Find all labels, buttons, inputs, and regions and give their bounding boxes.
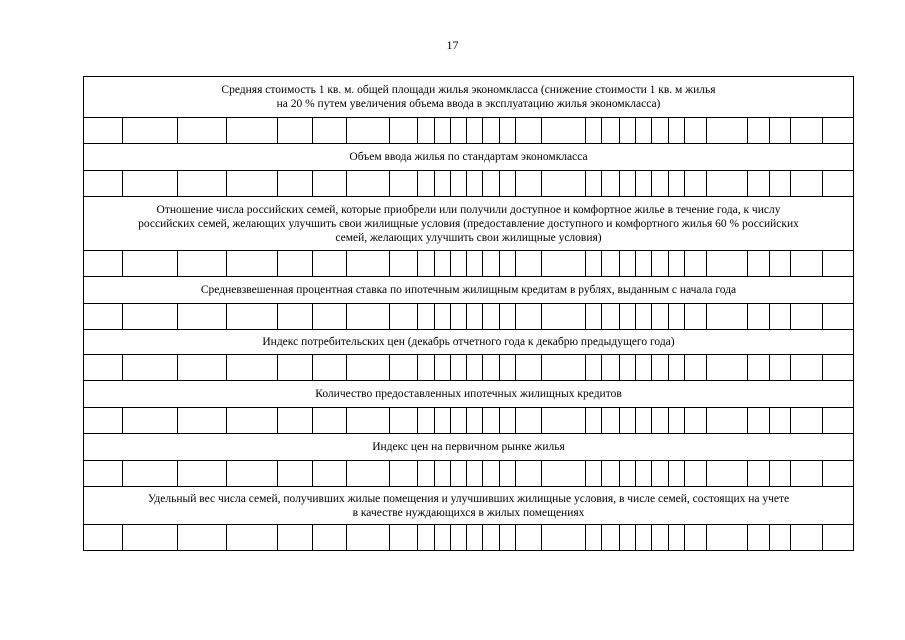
value-cell — [499, 355, 515, 381]
value-cell — [123, 171, 177, 197]
indicator-heading-line: Объем ввода жилья по стандартам экономкласса — [349, 151, 588, 163]
indicator-heading-row — [84, 277, 854, 304]
value-cell — [585, 355, 601, 381]
value-cell — [685, 355, 707, 381]
value-cell — [84, 251, 123, 277]
value-cell — [635, 304, 651, 330]
value-cell — [450, 304, 466, 330]
value-cell — [747, 304, 769, 330]
value-cell — [585, 408, 601, 434]
value-cell — [278, 171, 312, 197]
value-cell — [769, 171, 790, 197]
indicator-value-row — [84, 251, 854, 277]
indicator-heading-line: Индекс потребительских цен (декабрь отчетного года к декабрю предыдущего года) — [262, 336, 675, 348]
value-cell — [482, 118, 499, 144]
value-cell — [791, 525, 823, 551]
value-cell — [585, 304, 601, 330]
value-cell — [635, 251, 651, 277]
value-cell — [635, 408, 651, 434]
value-cell — [434, 355, 450, 381]
value-cell — [123, 525, 177, 551]
value-cell — [516, 355, 542, 381]
value-cell — [84, 525, 123, 551]
value-cell — [542, 171, 585, 197]
value-cell — [823, 304, 854, 330]
indicator-value-row — [84, 408, 854, 434]
value-cell — [601, 461, 619, 487]
value-cell — [278, 355, 312, 381]
value-cell — [542, 461, 585, 487]
value-cell — [516, 171, 542, 197]
value-cell — [652, 118, 669, 144]
value-cell — [346, 171, 389, 197]
indicator-heading — [84, 77, 854, 118]
value-cell — [418, 408, 434, 434]
value-cell — [123, 304, 177, 330]
value-cell — [84, 355, 123, 381]
value-cell — [123, 251, 177, 277]
value-cell — [669, 251, 685, 277]
value-cell — [747, 251, 769, 277]
value-cell — [177, 408, 226, 434]
value-cell — [227, 525, 278, 551]
value-cell — [227, 408, 278, 434]
value-cell — [707, 251, 747, 277]
value-cell — [635, 461, 651, 487]
value-cell — [685, 251, 707, 277]
value-cell — [542, 355, 585, 381]
value-cell — [769, 355, 790, 381]
value-cell — [769, 251, 790, 277]
value-cell — [227, 355, 278, 381]
value-cell — [177, 355, 226, 381]
value-cell — [685, 408, 707, 434]
value-cell — [278, 251, 312, 277]
value-cell — [466, 251, 482, 277]
value-cell — [418, 525, 434, 551]
value-cell — [177, 461, 226, 487]
value-cell — [346, 525, 389, 551]
indicator-heading-line: российских семей, желающих улучшить свои жилищные условия (предоставление доступного и комфортного жилья 60 % российских — [138, 217, 799, 230]
indicator-heading-row — [84, 434, 854, 461]
value-cell — [499, 525, 515, 551]
value-cell — [707, 304, 747, 330]
value-cell — [418, 118, 434, 144]
value-cell — [791, 304, 823, 330]
value-cell — [346, 251, 389, 277]
value-cell — [499, 118, 515, 144]
value-cell — [542, 304, 585, 330]
value-cell — [418, 304, 434, 330]
value-cell — [227, 304, 278, 330]
value-cell — [390, 461, 418, 487]
value-cell — [585, 461, 601, 487]
indicator-heading-row — [84, 487, 854, 525]
value-cell — [791, 251, 823, 277]
value-cell — [601, 525, 619, 551]
value-cell — [466, 355, 482, 381]
value-cell — [669, 171, 685, 197]
value-cell — [823, 171, 854, 197]
indicator-heading-line: Средневзвешенная процентная ставка по ипотечным жилищным кредитам в рублях, выданным с начала года — [200, 284, 737, 296]
indicator-table — [83, 76, 854, 551]
value-cell — [823, 408, 854, 434]
value-cell — [312, 171, 346, 197]
indicator-heading-row — [84, 330, 854, 355]
indicator-value-row — [84, 171, 854, 197]
value-cell — [601, 118, 619, 144]
value-cell — [390, 525, 418, 551]
value-cell — [652, 525, 669, 551]
value-cell — [542, 525, 585, 551]
value-cell — [177, 171, 226, 197]
value-cell — [652, 251, 669, 277]
indicator-heading-row — [84, 144, 854, 171]
indicator-heading-line: Отношение числа российских семей, которые приобрели или получили доступное и комфортное жилье в течение года, к числу — [156, 203, 781, 216]
value-cell — [823, 525, 854, 551]
indicator-heading — [84, 277, 854, 304]
indicator-heading-line: семей, желающих улучшить свои жилищные условия) — [335, 231, 602, 244]
indicator-heading-line: Средняя стоимость 1 кв. м. общей площади жилья экономкласса (снижение стоимости 1 кв. м жилья — [221, 84, 716, 96]
value-cell — [542, 408, 585, 434]
value-cell — [450, 408, 466, 434]
value-cell — [601, 171, 619, 197]
value-cell — [516, 118, 542, 144]
value-cell — [434, 171, 450, 197]
value-cell — [823, 118, 854, 144]
value-cell — [346, 408, 389, 434]
value-cell — [390, 408, 418, 434]
value-cell — [227, 171, 278, 197]
value-cell — [123, 408, 177, 434]
value-cell — [619, 304, 635, 330]
value-cell — [585, 525, 601, 551]
value-cell — [707, 118, 747, 144]
indicator-heading-line: Индекс цен на первичном рынке жилья — [372, 441, 565, 453]
value-cell — [390, 251, 418, 277]
value-cell — [542, 118, 585, 144]
value-cell — [619, 251, 635, 277]
value-cell — [482, 355, 499, 381]
indicator-heading-line: на 20 % путем увеличения объема ввода в эксплуатацию жилья экономкласса) — [276, 98, 661, 110]
value-cell — [747, 408, 769, 434]
value-cell — [516, 461, 542, 487]
value-cell — [619, 525, 635, 551]
value-cell — [685, 171, 707, 197]
value-cell — [312, 251, 346, 277]
value-cell — [312, 355, 346, 381]
value-cell — [769, 118, 790, 144]
value-cell — [312, 408, 346, 434]
value-cell — [747, 355, 769, 381]
value-cell — [619, 408, 635, 434]
value-cell — [434, 251, 450, 277]
value-cell — [516, 304, 542, 330]
value-cell — [123, 355, 177, 381]
value-cell — [177, 118, 226, 144]
indicator-heading-row — [84, 381, 854, 408]
value-cell — [747, 461, 769, 487]
value-cell — [707, 171, 747, 197]
value-cell — [707, 408, 747, 434]
value-cell — [669, 525, 685, 551]
value-cell — [769, 461, 790, 487]
value-cell — [619, 171, 635, 197]
value-cell — [466, 118, 482, 144]
value-cell — [635, 171, 651, 197]
value-cell — [84, 304, 123, 330]
value-cell — [669, 304, 685, 330]
value-cell — [707, 525, 747, 551]
value-cell — [450, 355, 466, 381]
value-cell — [791, 118, 823, 144]
indicator-heading — [84, 197, 854, 251]
value-cell — [466, 461, 482, 487]
value-cell — [123, 118, 177, 144]
value-cell — [312, 304, 346, 330]
value-cell — [434, 118, 450, 144]
value-cell — [278, 408, 312, 434]
indicator-heading-line: Удельный вес числа семей, получивших жилые помещения и улучшивших жилищные условия, в числе семей, состоящих на учете — [147, 492, 790, 505]
value-cell — [585, 118, 601, 144]
page-number: 17 — [446, 38, 459, 52]
indicator-heading-line: в качестве нуждающихся в жилых помещениях — [352, 506, 585, 519]
value-cell — [685, 525, 707, 551]
indicator-value-row — [84, 304, 854, 330]
indicator-heading — [84, 434, 854, 461]
value-cell — [278, 304, 312, 330]
value-cell — [747, 171, 769, 197]
value-cell — [278, 461, 312, 487]
value-cell — [466, 525, 482, 551]
value-cell — [390, 118, 418, 144]
value-cell — [601, 304, 619, 330]
value-cell — [84, 171, 123, 197]
indicator-value-row — [84, 525, 854, 551]
value-cell — [312, 525, 346, 551]
value-cell — [769, 408, 790, 434]
value-cell — [346, 461, 389, 487]
value-cell — [499, 251, 515, 277]
indicator-heading — [84, 381, 854, 408]
indicator-value-row — [84, 355, 854, 381]
value-cell — [542, 251, 585, 277]
value-cell — [482, 408, 499, 434]
indicator-heading — [84, 487, 854, 525]
value-cell — [823, 355, 854, 381]
value-cell — [601, 408, 619, 434]
value-cell — [450, 525, 466, 551]
value-cell — [434, 408, 450, 434]
value-cell — [652, 461, 669, 487]
value-cell — [707, 461, 747, 487]
value-cell — [619, 355, 635, 381]
value-cell — [227, 118, 278, 144]
value-cell — [652, 355, 669, 381]
value-cell — [346, 355, 389, 381]
value-cell — [516, 251, 542, 277]
value-cell — [346, 118, 389, 144]
value-cell — [669, 118, 685, 144]
value-cell — [312, 118, 346, 144]
value-cell — [450, 251, 466, 277]
value-cell — [652, 171, 669, 197]
value-cell — [769, 525, 790, 551]
value-cell — [434, 525, 450, 551]
value-cell — [791, 461, 823, 487]
value-cell — [747, 118, 769, 144]
value-cell — [84, 118, 123, 144]
value-cell — [418, 355, 434, 381]
value-cell — [823, 461, 854, 487]
value-cell — [84, 408, 123, 434]
value-cell — [450, 171, 466, 197]
value-cell — [619, 461, 635, 487]
value-cell — [585, 251, 601, 277]
value-cell — [685, 304, 707, 330]
value-cell — [516, 525, 542, 551]
value-cell — [390, 304, 418, 330]
value-cell — [482, 251, 499, 277]
indicator-heading-row — [84, 77, 854, 118]
value-cell — [516, 408, 542, 434]
indicator-value-row — [84, 461, 854, 487]
value-cell — [499, 171, 515, 197]
value-cell — [791, 408, 823, 434]
value-cell — [346, 304, 389, 330]
value-cell — [434, 461, 450, 487]
value-cell — [434, 304, 450, 330]
value-cell — [601, 251, 619, 277]
value-cell — [652, 408, 669, 434]
value-cell — [482, 461, 499, 487]
value-cell — [466, 171, 482, 197]
value-cell — [312, 461, 346, 487]
indicator-value-row — [84, 118, 854, 144]
indicator-heading-row — [84, 197, 854, 251]
value-cell — [619, 118, 635, 144]
value-cell — [466, 408, 482, 434]
value-cell — [669, 355, 685, 381]
value-cell — [123, 461, 177, 487]
indicator-heading-line: Количество предоставленных ипотечных жилищных кредитов — [315, 388, 622, 400]
value-cell — [635, 525, 651, 551]
value-cell — [685, 118, 707, 144]
value-cell — [769, 304, 790, 330]
value-cell — [707, 355, 747, 381]
value-cell — [390, 355, 418, 381]
indicator-heading — [84, 144, 854, 171]
value-cell — [418, 251, 434, 277]
value-cell — [823, 251, 854, 277]
value-cell — [177, 304, 226, 330]
value-cell — [84, 461, 123, 487]
value-cell — [585, 171, 601, 197]
value-cell — [450, 118, 466, 144]
value-cell — [652, 304, 669, 330]
value-cell — [227, 461, 278, 487]
value-cell — [450, 461, 466, 487]
value-cell — [466, 304, 482, 330]
value-cell — [499, 304, 515, 330]
value-cell — [669, 408, 685, 434]
value-cell — [747, 525, 769, 551]
value-cell — [601, 355, 619, 381]
value-cell — [278, 118, 312, 144]
value-cell — [390, 171, 418, 197]
value-cell — [177, 251, 226, 277]
value-cell — [499, 408, 515, 434]
value-cell — [418, 171, 434, 197]
value-cell — [177, 525, 226, 551]
value-cell — [791, 355, 823, 381]
indicator-heading — [84, 330, 854, 355]
value-cell — [685, 461, 707, 487]
value-cell — [482, 304, 499, 330]
value-cell — [482, 525, 499, 551]
value-cell — [482, 171, 499, 197]
value-cell — [227, 251, 278, 277]
value-cell — [278, 525, 312, 551]
value-cell — [499, 461, 515, 487]
value-cell — [791, 171, 823, 197]
value-cell — [669, 461, 685, 487]
value-cell — [635, 118, 651, 144]
value-cell — [418, 461, 434, 487]
value-cell — [635, 355, 651, 381]
